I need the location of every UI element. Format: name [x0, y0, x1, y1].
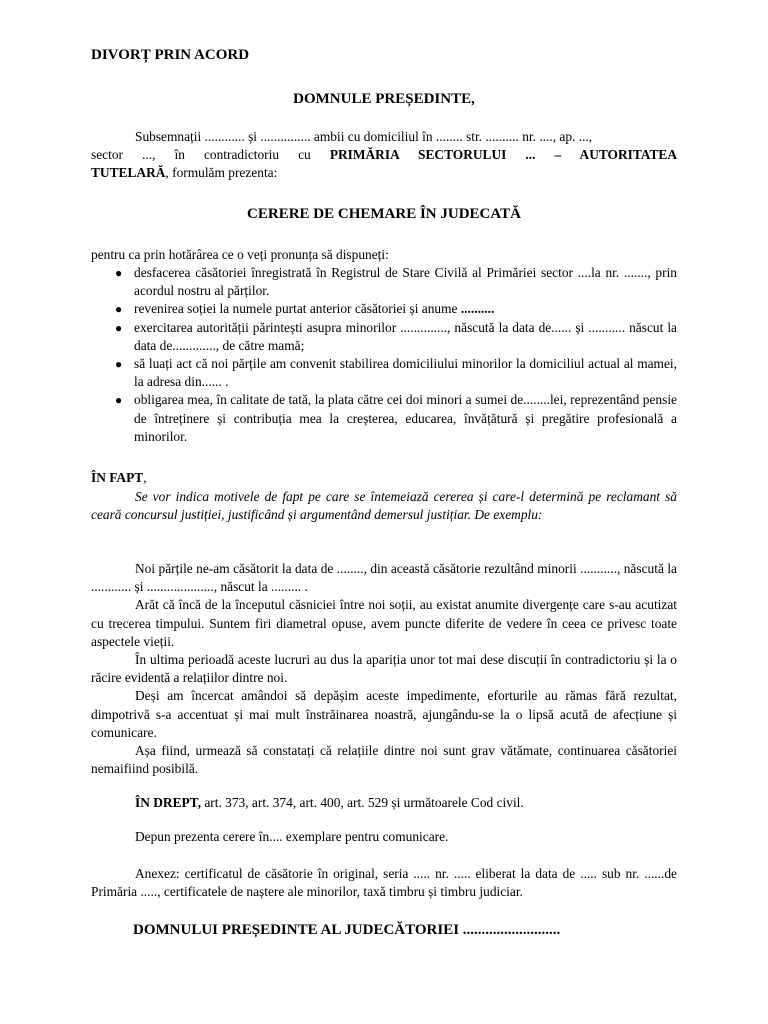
list-item	[91, 355, 677, 391]
intro-text: sector ..., în contradictoriu cu	[91, 147, 330, 163]
in-fapt-heading	[91, 469, 677, 487]
request-blank: ..........	[460, 301, 495, 317]
intro-tail: , formulăm prezenta:	[165, 165, 278, 181]
request-text: revenirea soției la numele purtat anterior căsătoriei și anume	[134, 301, 461, 317]
document-title: DOMNULE PREȘEDINTE,	[293, 91, 475, 107]
list-item	[91, 391, 677, 446]
legal-basis: art. 373, art. 374, art. 400, art. 529 și următoarele Cod civil.	[200, 795, 524, 810]
bullet-icon: ●	[115, 302, 123, 317]
fact-paragraph: Noi părțile ne-am căsătorit la data de ........, din această căsătorie rezultând minorii ..........., născută la ............ și ...................., născut la ......... .	[91, 561, 677, 595]
in-fapt-note: Se vor indica motivele de fapt pe care se întemeiază cererea și care-l determină pe reclamant să ceară concursul justiției, justificând și argumentând demersul justițiar. De exemplu:	[91, 489, 677, 523]
document-subtitle: CERERE DE CHEMARE ÎN JUDECATĂ	[247, 206, 521, 222]
section-heading: ÎN DREPT,	[135, 795, 201, 810]
lead-text: pentru ca prin hotărârea ce o veți pronunța să dispuneți:	[91, 247, 389, 262]
list-item	[91, 300, 677, 318]
fact-paragraph: În ultima perioadă aceste lucruri au dus la apariția unor tot mai dese discuții în contradictoriu și la o răcire evidentă a relațiilor dintre noi.	[91, 652, 677, 686]
request-text: să luați act că noi părțile am convenit stabilirea domiciliului minorilor la domiciliul actual al mamei, la adresa din...... .	[134, 356, 677, 390]
depun-paragraph: Depun prezenta cerere în.... exemplare pentru comunicare.	[135, 829, 449, 844]
in-fapt-body	[91, 560, 677, 778]
intro-line-3	[91, 164, 677, 182]
section-heading: ÎN FAPT	[91, 470, 144, 485]
fact-paragraph: Așa fiind, urmează să constatați că relațiile dintre noi sunt grav vătămate, continuarea căsătoriei nemaifiind posibilă.	[91, 743, 677, 777]
intro-line-1: Subsemnații ............ și ............... ambii cu domiciliul în ........ str. .......... nr. ...., ap. ...,	[135, 129, 593, 144]
in-drept-paragraph	[91, 794, 677, 812]
bullet-icon: ●	[115, 393, 123, 408]
document-heading: DIVORȚ PRIN ACORD	[91, 47, 250, 63]
fact-paragraph: Deși am încercat amândoi să depășim aceste impedimente, eforturile au rămas fără rezultat, dimpotrivă s-a accentuat și mai mult înstrăinarea noastră, ajungându-se la o lipsă acută de afecțiune și comunicare.	[91, 688, 677, 740]
requests-list	[91, 264, 677, 446]
request-text: desfacerea căsătoriei înregistrată în Registrul de Stare Civilă al Primăriei sector ....la nr. ......., prin acordul nostru al părților.	[134, 265, 677, 299]
intro-line-2	[91, 146, 677, 164]
fact-paragraph: Arăt că încă de la începutul căsniciei între noi soții, au existat anumite divergențe care s-au acutizat cu trecerea timpului. Suntem firi diametral opuse, avem puncte diferite de vedere în ceea ce privesc toate aspectele vieții.	[91, 597, 677, 649]
list-item	[91, 319, 677, 355]
list-item	[91, 264, 677, 300]
bullet-icon: ●	[115, 320, 123, 335]
request-text: exercitarea autorității părintești asupra minorilor .............., născută la data de...... și ........... născut la data de............., de către mamă;	[134, 319, 677, 353]
closing-address: DOMNULUI PREȘEDINTE AL JUDECĂTORIEI ..........................	[133, 922, 561, 938]
bullet-icon: ●	[115, 266, 123, 280]
bullet-icon: ●	[115, 357, 123, 372]
intro-paragraph	[91, 128, 677, 183]
defendant-name-cont: TUTELARĂ	[91, 165, 166, 181]
defendant-name: PRIMĂRIA SECTORULUI ... – AUTORITATEA	[329, 147, 677, 163]
request-text: obligarea mea, în calitate de tată, la plata către cei doi minori a sumei de........lei, reprezentând pensie de întreținere și contribuția mea la creșterea, educarea, învățătură și pregătire profesională a minorilor.	[134, 392, 677, 444]
section-heading-tail: ,	[143, 470, 147, 485]
anexez-paragraph: Anexez: certificatul de căsătorie în original, seria ..... nr. ..... eliberat la data de ..... sub nr. ......de Primăria ....., certificatele de naștere ale minorilor, taxă timbru și timbru judiciar.	[91, 866, 677, 900]
